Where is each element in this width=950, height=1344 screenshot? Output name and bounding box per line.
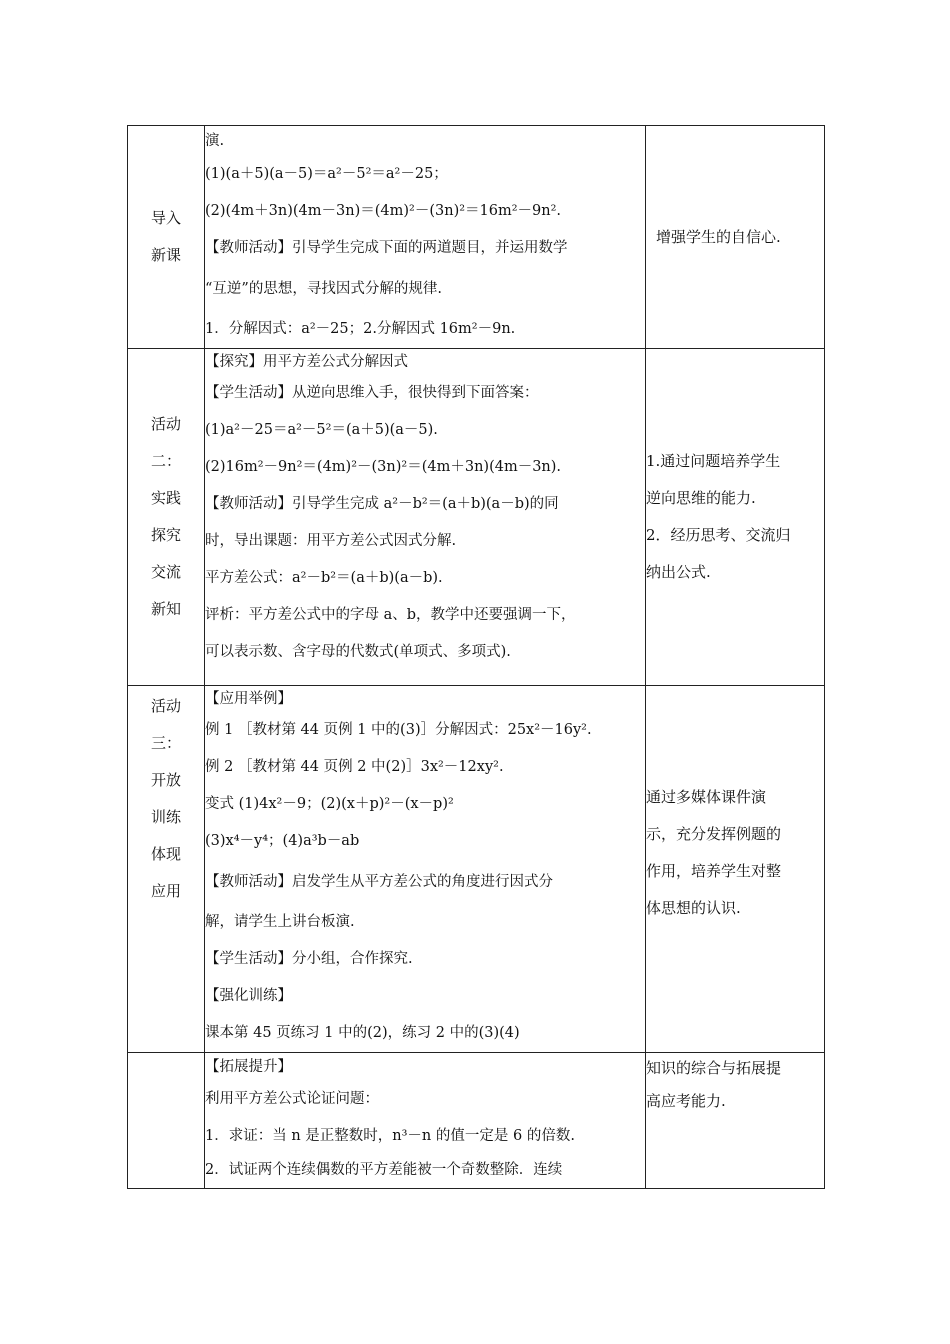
content-line: 【教师活动】引导学生完成下面的两道题目，并运用数学: [205, 240, 568, 256]
content-line: 解，请学生上讲台板演.: [205, 914, 355, 930]
content-line: (1)a²－25＝a²－5²＝(a＋5)(a－5).: [205, 422, 438, 438]
content-line: 演.: [205, 133, 225, 149]
content-line: 利用平方差公式论证问题：: [205, 1091, 379, 1107]
stage-cell: [128, 1053, 205, 1189]
stage-label: 训练: [150, 808, 181, 826]
note-line: 作用，培养学生对整: [646, 862, 782, 880]
content-line: 【教师活动】引导学生完成 a²－b²＝(a＋b)(a－b)的同: [205, 496, 559, 512]
content-cell: [205, 1053, 646, 1189]
content-line: 【学生活动】分小组，合作探究.: [205, 951, 413, 967]
stage-label: 体现: [150, 845, 181, 863]
note-cell: [646, 349, 825, 686]
content-line: 平方差公式：a²－b²＝(a＋b)(a－b).: [205, 570, 443, 586]
content-line: 课本第 45 页练习 1 中的(2)，练习 2 中的(3)(4): [205, 1025, 520, 1041]
content-line: (1)(a＋5)(a－5)＝a²－5²＝a²－25；: [205, 166, 448, 182]
note-cell: [646, 126, 825, 349]
content-line: “互逆”的思想，寻找因式分解的规律.: [205, 281, 442, 297]
content-line: (2)(4m＋3n)(4m－3n)＝(4m)²－(3n)²＝16m²－9n².: [205, 203, 562, 219]
stage-label: 开放: [150, 771, 181, 789]
content-line: (2)16m²－9n²＝(4m)²－(3n)²＝(4m＋3n)(4m－3n).: [205, 459, 562, 475]
content-line: (3)x⁴－y⁴；(4)a³b－ab: [205, 833, 360, 849]
table-row: [128, 126, 825, 349]
table-row: [128, 1053, 825, 1189]
table-row: [128, 349, 825, 686]
content-line: 可以表示数、含字母的代数式(单项式、多项式).: [205, 644, 511, 660]
stage-cell: [128, 126, 205, 349]
note-cell: [646, 686, 825, 1053]
stage-label: 二：: [150, 452, 181, 470]
note-line: 2．经历思考、交流归: [646, 526, 791, 544]
content-cell: [205, 349, 646, 686]
stage-cell: [128, 349, 205, 686]
stage-label: 探究: [150, 526, 181, 544]
note-cell: [646, 1053, 825, 1189]
content-line: 【学生活动】从逆向思维入手，很快得到下面答案：: [205, 385, 539, 401]
content-line: 变式 (1)4x²－9；(2)(x＋p)²－(x－p)²: [205, 796, 454, 812]
note-line: 增强学生的自信心.: [656, 227, 781, 246]
stage-label: 新知: [150, 600, 181, 618]
content-line: 1．分解因式：a²－25；2.分解因式 16m²－9n.: [205, 321, 516, 337]
table-row: [128, 686, 825, 1053]
content-line: 【探究】用平方差公式分解因式: [205, 354, 408, 370]
stage-label: 应用: [150, 882, 181, 900]
stage-label: 新课: [150, 246, 181, 264]
content-line: 【拓展提升】: [205, 1059, 292, 1075]
content-line: 【强化训练】: [205, 988, 292, 1004]
note-line: 1.通过问题培养学生: [646, 452, 781, 470]
content-line: 例 1 ［教材第 44 页例 1 中的(3)］分解因式：25x²－16y².: [205, 722, 592, 738]
content-cell: [205, 686, 646, 1053]
note-line: 逆向思维的能力.: [646, 489, 756, 507]
note-line: 体思想的认识.: [646, 899, 741, 917]
stage-label: 三：: [150, 734, 181, 752]
stage-label: 实践: [150, 489, 181, 507]
note-line: 纳出公式.: [646, 563, 711, 581]
content-line: 例 2 ［教材第 44 页例 2 中(2)］3x²－12xy².: [205, 759, 504, 775]
content-cell: [205, 126, 646, 349]
note-line: 知识的综合与拓展提: [646, 1059, 782, 1077]
note-line: 通过多媒体课件演: [646, 788, 767, 806]
stage-cell: [128, 686, 205, 1053]
content-line: 评析：平方差公式中的字母 a、b，教学中还要强调一下，: [205, 607, 576, 623]
note-line: 高应考能力.: [646, 1092, 726, 1110]
content-line: 【教师活动】启发学生从平方差公式的角度进行因式分: [205, 874, 553, 890]
lesson-plan-table: [127, 125, 825, 1189]
stage-label: 导入: [150, 209, 181, 227]
stage-label: 活动: [150, 697, 181, 715]
stage-label: 交流: [150, 563, 181, 581]
stage-label: 活动: [150, 415, 181, 433]
content-line: 2．试证两个连续偶数的平方差能被一个奇数整除．连续: [205, 1162, 563, 1178]
note-line: 示，充分发挥例题的: [646, 825, 782, 843]
content-line: 【应用举例】: [205, 691, 292, 707]
content-line: 时，导出课题：用平方差公式因式分解.: [205, 533, 457, 549]
content-line: 1．求证：当 n 是正整数时，n³－n 的值一定是 6 的倍数.: [205, 1128, 575, 1144]
